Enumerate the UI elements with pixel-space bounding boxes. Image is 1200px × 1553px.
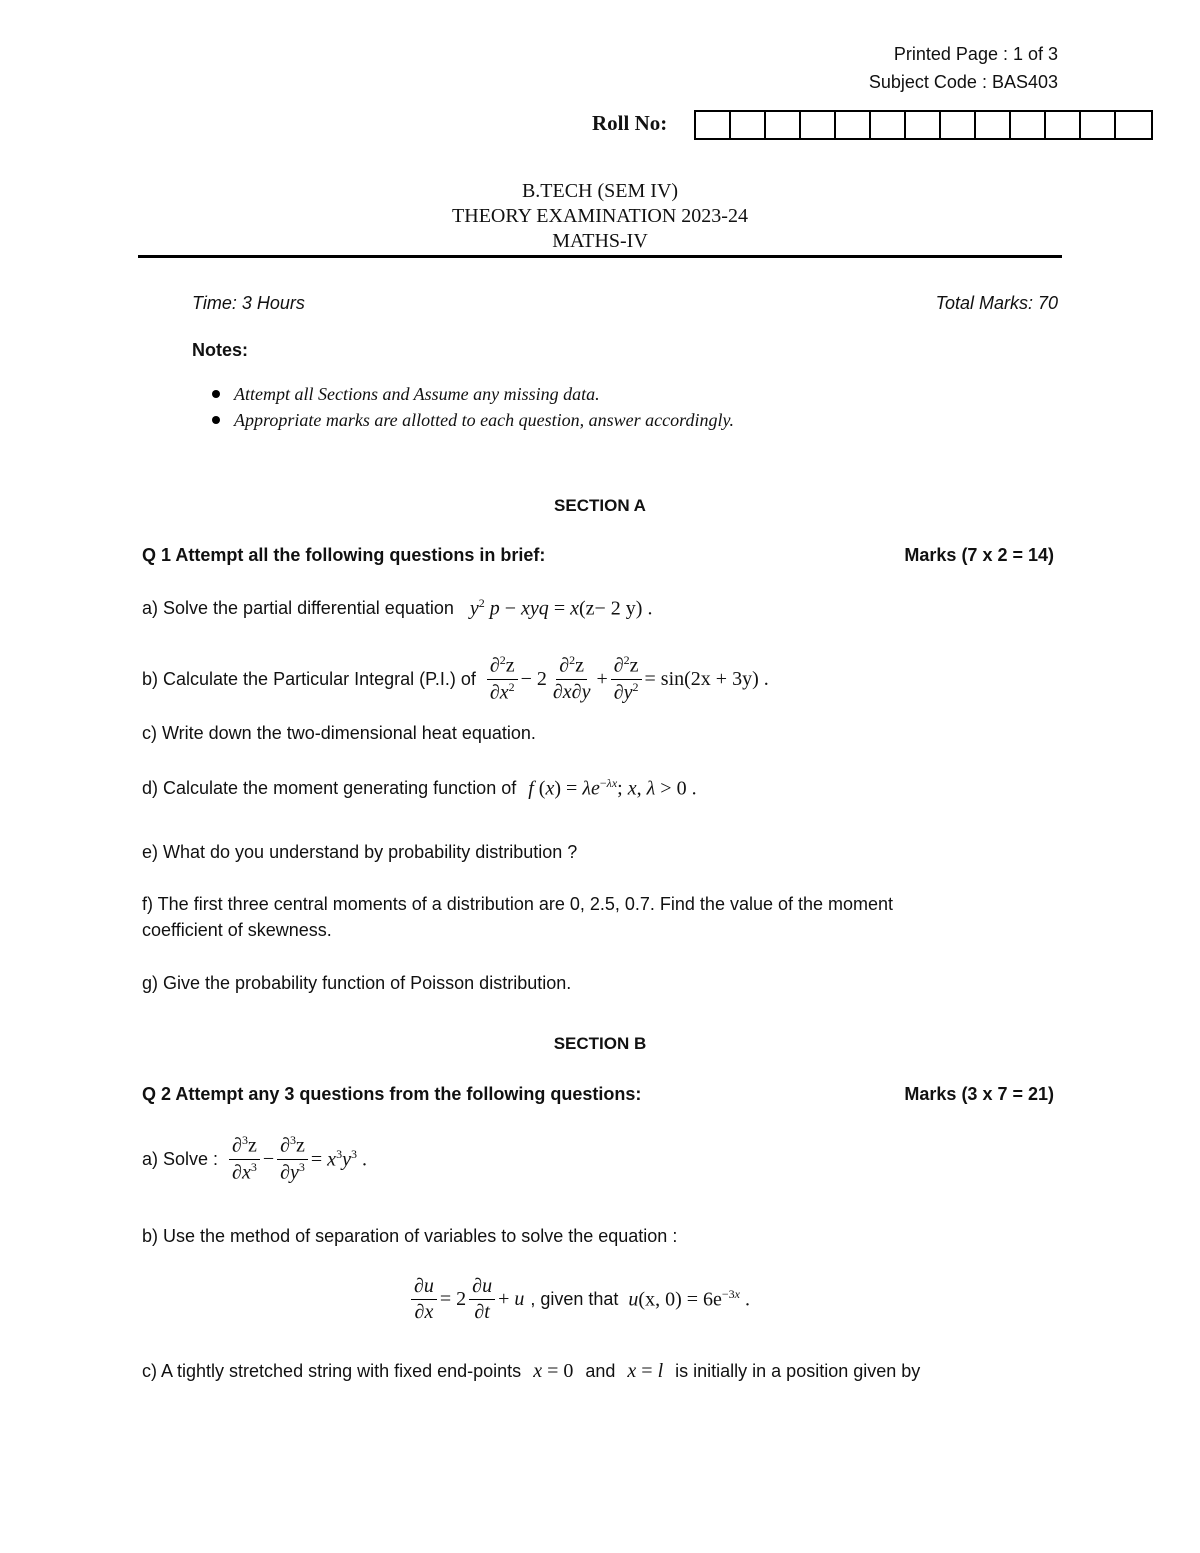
roll-box	[731, 112, 766, 138]
q2-b: b) Use the method of separation of variables to solve the equation :	[142, 1226, 678, 1246]
subject-code-label: Subject Code : BAS403	[868, 72, 1058, 92]
q2-c: c) A tightly stretched string with fixed end-points x = 0 and x = l is initially in a position given by	[142, 1360, 921, 1382]
q2-header: Q 2 Attempt any 3 questions from the following questions:	[142, 1084, 642, 1104]
q2-a: a) Solve : $\frac{\partial^3z}{\partial x^3}$ − $\frac{\partial^3z}{\partial y^3}$ = $x^3y^3$ .	[142, 1133, 367, 1184]
roll-box	[1081, 112, 1116, 138]
roll-no-boxes	[694, 110, 1153, 140]
q1-d: d) Calculate the moment generating function of f $(x) = \lambda e^{-\lambda x}$; x, λ > 0 .	[142, 776, 697, 800]
total-marks-label: Total Marks: 70	[935, 293, 1058, 313]
roll-box	[1011, 112, 1046, 138]
q1-b: b) Calculate the Particular Integral (P.I.) of $\frac{\partial^2z}{\partial x^2}$ − 2 $\frac{\partial^2z}{\partial x\partial y}$ + $\frac{\partial^2z}{\partial y^2}$ = sin(2x + 3y) .	[142, 653, 769, 704]
exam-program: B.TECH (SEM IV)	[521, 180, 679, 202]
time-label: Time: 3 Hours	[192, 293, 305, 313]
roll-box	[941, 112, 976, 138]
roll-box	[696, 112, 731, 138]
q1-a-equation: $y^2$ p − xyq = x(z− 2 y) .	[469, 596, 653, 620]
q1-d-equation: f $(x) = \lambda e^{-\lambda x}$; x, λ > 0 .	[528, 776, 697, 800]
q1-marks: Marks (7 x 2 = 14)	[904, 545, 1054, 565]
section-a-title: SECTION A	[554, 496, 646, 515]
q2-b-equation: $\frac{\partial u}{\partial x}$ = 2 $\frac{\partial u}{\partial t}$ + u , given that u(x, $0) = 6e^{-3x}$ .	[408, 1275, 750, 1324]
q1-f-line2: coefficient of skewness.	[142, 920, 332, 940]
title-divider	[138, 255, 1062, 258]
roll-box	[906, 112, 941, 138]
bullet-icon	[212, 390, 220, 398]
bullet-icon	[212, 416, 220, 424]
q1-b-equation: $\frac{\partial^2z}{\partial x^2}$ − 2 $\frac{\partial^2z}{\partial x\partial y}$ + $\frac{\partial^2z}{\partial y^2}$ = sin(2x + 3y) .	[484, 654, 769, 704]
q1-header: Q 1 Attempt all the following questions in brief:	[142, 545, 546, 565]
roll-no-label: Roll No:	[592, 111, 668, 135]
roll-box	[1116, 112, 1151, 138]
note-item: Appropriate marks are allotted to each question, answer accordingly.	[212, 410, 734, 431]
q2-a-equation: $\frac{\partial^3z}{\partial x^3}$ − $\frac{\partial^3z}{\partial y^3}$ = $x^3y^3$ .	[226, 1134, 367, 1184]
q1-c: c) Write down the two-dimensional heat equation.	[142, 723, 536, 743]
notes-heading: Notes:	[192, 340, 249, 360]
roll-box	[976, 112, 1011, 138]
roll-box	[871, 112, 906, 138]
exam-subject: MATHS-IV	[552, 230, 648, 252]
q2-marks: Marks (3 x 7 = 21)	[904, 1084, 1054, 1104]
roll-box	[836, 112, 871, 138]
printed-page-label: Printed Page : 1 of 3	[893, 44, 1058, 64]
q1-a: a) Solve the partial differential equation $y^2$ p − xyq = x(z− 2 y) .	[142, 596, 653, 620]
q1-f-line1: f) The first three central moments of a distribution are 0, 2.5, 0.7. Find the value of the moment	[142, 894, 894, 914]
roll-box	[801, 112, 836, 138]
q1-g: g) Give the probability function of Poisson distribution.	[142, 973, 572, 993]
q1-e: e) What do you understand by probability distribution ?	[142, 842, 578, 862]
section-b-title: SECTION B	[553, 1034, 647, 1053]
roll-box	[766, 112, 801, 138]
exam-title: THEORY EXAMINATION 2023-24	[452, 205, 748, 227]
note-item: Attempt all Sections and Assume any missing data.	[212, 384, 600, 405]
roll-box	[1046, 112, 1081, 138]
